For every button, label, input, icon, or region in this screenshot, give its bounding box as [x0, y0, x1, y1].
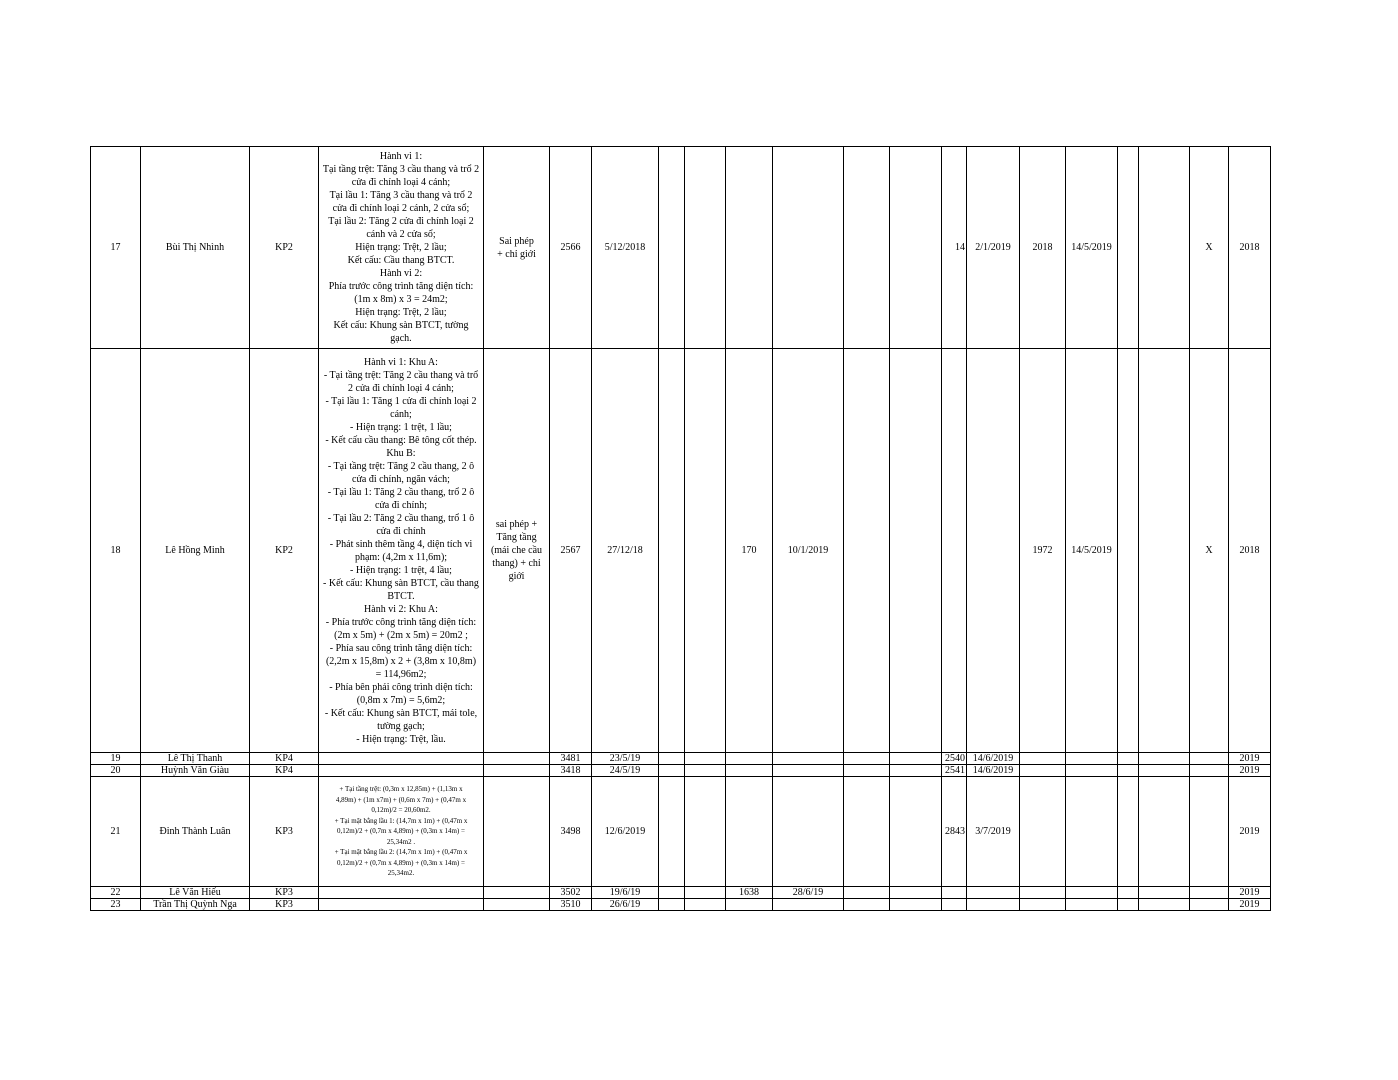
- cell-empty: [890, 887, 942, 899]
- table-row: [91, 147, 1271, 349]
- row-number: 18: [91, 349, 141, 753]
- cell-empty: [890, 753, 942, 765]
- cell-empty: [890, 777, 942, 887]
- owner-name: Đinh Thành Luân: [141, 777, 250, 887]
- penalty-date: [967, 899, 1020, 911]
- record-date: 27/12/18: [592, 349, 659, 753]
- penalty-date: [967, 887, 1020, 899]
- owner-name: Bùi Thị Nhình: [141, 147, 250, 349]
- violation-type: Sai phép + chỉ giới: [484, 147, 550, 349]
- enforcement-number: [1020, 899, 1066, 911]
- cell-empty: [659, 147, 685, 349]
- status-mark: [1190, 777, 1229, 887]
- row-number: 21: [91, 777, 141, 887]
- table-row: [91, 777, 1271, 887]
- cell-empty: [844, 899, 890, 911]
- records-table: [90, 146, 1271, 911]
- row-number: 22: [91, 887, 141, 899]
- row-number: 19: [91, 753, 141, 765]
- cell-empty: [1139, 765, 1190, 777]
- year: 2019: [1229, 899, 1271, 911]
- enforcement-number: 1972: [1020, 349, 1066, 753]
- status-mark: [1190, 887, 1229, 899]
- area-code: KP2: [250, 349, 319, 753]
- status-mark: X: [1190, 349, 1229, 753]
- cell-empty: [685, 753, 726, 765]
- violation-description: [319, 899, 484, 911]
- status-mark: [1190, 765, 1229, 777]
- decision-number: 1638: [726, 887, 773, 899]
- owner-name: Lê Thị Thanh: [141, 753, 250, 765]
- row-number: 23: [91, 899, 141, 911]
- area-code: KP2: [250, 147, 319, 349]
- table-row: [91, 349, 1271, 753]
- decision-date: 10/1/2019: [773, 349, 844, 753]
- cell-empty: [1118, 349, 1139, 753]
- year: 2019: [1229, 753, 1271, 765]
- decision-number: [726, 899, 773, 911]
- enforcement-date: [1066, 777, 1118, 887]
- cell-empty: [685, 147, 726, 349]
- area-code: KP3: [250, 899, 319, 911]
- cell-empty: [844, 753, 890, 765]
- penalty-date: 3/7/2019: [967, 777, 1020, 887]
- enforcement-number: [1020, 765, 1066, 777]
- record-number: 3510: [550, 899, 592, 911]
- record-date: 5/12/2018: [592, 147, 659, 349]
- area-code: KP4: [250, 753, 319, 765]
- enforcement-date: 14/5/2019: [1066, 349, 1118, 753]
- area-code: KP3: [250, 887, 319, 899]
- enforcement-date: [1066, 753, 1118, 765]
- decision-number: [726, 765, 773, 777]
- decision-date: [773, 765, 844, 777]
- record-number: 3481: [550, 753, 592, 765]
- record-number: 2567: [550, 349, 592, 753]
- decision-date: 28/6/19: [773, 887, 844, 899]
- record-date: 23/5/19: [592, 753, 659, 765]
- cell-empty: [844, 887, 890, 899]
- decision-number: [726, 753, 773, 765]
- decision-number: [726, 777, 773, 887]
- cell-empty: [659, 349, 685, 753]
- record-date: 26/6/19: [592, 899, 659, 911]
- row-number: 17: [91, 147, 141, 349]
- decision-date: [773, 753, 844, 765]
- enforcement-number: [1020, 777, 1066, 887]
- record-number: 3418: [550, 765, 592, 777]
- year: 2018: [1229, 147, 1271, 349]
- cell-empty: [685, 349, 726, 753]
- cell-empty: [1118, 899, 1139, 911]
- violation-description: [319, 753, 484, 765]
- owner-name: Trần Thị Quỳnh Nga: [141, 899, 250, 911]
- owner-name: Lê Văn Hiếu: [141, 887, 250, 899]
- year: 2019: [1229, 765, 1271, 777]
- record-number: 3502: [550, 887, 592, 899]
- cell-empty: [844, 147, 890, 349]
- decision-number: [726, 147, 773, 349]
- decision-number: 170: [726, 349, 773, 753]
- owner-name: Lê Hồng Minh: [141, 349, 250, 753]
- violation-type: [484, 777, 550, 887]
- enforcement-date: [1066, 887, 1118, 899]
- cell-empty: [659, 887, 685, 899]
- penalty-number: [942, 899, 967, 911]
- status-mark: [1190, 753, 1229, 765]
- cell-empty: [1118, 753, 1139, 765]
- record-date: 12/6/2019: [592, 777, 659, 887]
- cell-empty: [659, 753, 685, 765]
- penalty-number: 2540: [942, 753, 967, 765]
- status-mark: X: [1190, 147, 1229, 349]
- cell-empty: [890, 349, 942, 753]
- table-row: [91, 753, 1271, 765]
- cell-empty: [844, 765, 890, 777]
- cell-empty: [844, 777, 890, 887]
- penalty-date: 14/6/2019: [967, 765, 1020, 777]
- table-row: [91, 887, 1271, 899]
- enforcement-number: 2018: [1020, 147, 1066, 349]
- cell-empty: [659, 765, 685, 777]
- status-mark: [1190, 899, 1229, 911]
- table-row: [91, 899, 1271, 911]
- penalty-number: 2541: [942, 765, 967, 777]
- cell-empty: [1139, 899, 1190, 911]
- violation-type: [484, 899, 550, 911]
- year: 2018: [1229, 349, 1271, 753]
- cell-empty: [685, 777, 726, 887]
- area-code: KP4: [250, 765, 319, 777]
- cell-empty: [659, 899, 685, 911]
- cell-empty: [685, 899, 726, 911]
- cell-empty: [659, 777, 685, 887]
- enforcement-number: [1020, 753, 1066, 765]
- penalty-number: [942, 349, 967, 753]
- cell-empty: [1118, 147, 1139, 349]
- violation-type: [484, 753, 550, 765]
- cell-empty: [685, 887, 726, 899]
- cell-empty: [1139, 887, 1190, 899]
- violation-description: Hành vi 1: Khu A: - Tại tầng trệt: Tăng 2 cầu thang và trổ 2 cửa đi chính loại 4 cánh; - Tại lầu 1: Tăng 1 cửa đi chính loại 2 cánh; - Hiện trạng: 1 trệt, 1 lầu; - Kết cấu cầu thang: Bê tông cốt thép. Khu B: - Tại tầng trệt: Tăng 2 cầu thang, 2 ô cửa đi chính, ngăn vách; - Tại lầu 1: Tăng 2 cầu thang, trổ 2 ô cửa đi chính; - Tại lầu 2: Tăng 2 cầu thang, trổ 1 ô cửa đi chính - Phát sinh thêm tầng 4, diện tích vi phạm: (4,2m x 11,6m); - Hiện trạng: 1 trệt, 4 lầu; - Kết cấu: Khung sàn BTCT, cầu thang BTCT. Hành vi 2: Khu A: - Phía trước công trình tăng diện tích: (2m x 5m) + (2m x 5m) = 20m2 ; - Phía sau công trình tăng diện tích: (2,2m x 15,8m) x 2 + (3,8m x 10,8m) = 114,96m2; - Phía bên phải công trình diện tích: (0,8m x 7m) = 5,6m2; - Kết cấu: Khung sàn BTCT, mái tole, tường gạch; - Hiện trạng: Trệt, lầu.: [319, 349, 484, 753]
- cell-empty: [844, 349, 890, 753]
- violation-type: [484, 765, 550, 777]
- cell-empty: [890, 899, 942, 911]
- year: 2019: [1229, 777, 1271, 887]
- year: 2019: [1229, 887, 1271, 899]
- violation-description: Hành vi 1: Tại tầng trệt: Tăng 3 cầu thang và trổ 2 cửa đi chính loại 4 cánh; Tại lầu 1: Tăng 3 cầu thang và trổ 2 cửa đi chính loại 2 cánh, 2 cửa sổ; Tại lầu 2: Tăng 2 cửa đi chính loại 2 cánh và 2 cửa sổ; Hiện trạng: Trệt, 2 lầu; Kết cấu: Cầu thang BTCT. Hành vi 2: Phía trước công trình tăng diện tích: (1m x 8m) x 3 = 24m2; Hiện trạng: Trệt, 2 lầu; Kết cấu: Khung sàn BTCT, tường gạch.: [319, 147, 484, 349]
- enforcement-date: [1066, 765, 1118, 777]
- penalty-date: 2/1/2019: [967, 147, 1020, 349]
- enforcement-date: [1066, 899, 1118, 911]
- record-number: 3498: [550, 777, 592, 887]
- owner-name: Huỳnh Văn Giàu: [141, 765, 250, 777]
- penalty-number: 2843: [942, 777, 967, 887]
- enforcement-date: 14/5/2019: [1066, 147, 1118, 349]
- cell-empty: [1139, 147, 1190, 349]
- cell-empty: [1139, 349, 1190, 753]
- cell-empty: [1118, 887, 1139, 899]
- enforcement-number: [1020, 887, 1066, 899]
- violation-description: + Tại tầng trệt: (0,3m x 12,85m) + (1,13m x 4,89m) + (1m x7m) + (0,6m x 7m) + (0,47m x 0,12m)/2 = 20,60m2. + Tại mặt bằng lầu 1: (14,7m x 1m) + (0,47m x 0,12m)/2 + (0,7m x 4,89m) + (0,3m x 14m) = 25,34m2 . + Tại mặt bằng lầu 2: (14,7m x 1m) + (0,47m x 0,12m)/2 + (0,7m x 4,89m) + (0,3m x 14m) = 25,34m2.: [319, 777, 484, 887]
- decision-date: [773, 147, 844, 349]
- area-code: KP3: [250, 777, 319, 887]
- decision-date: [773, 899, 844, 911]
- cell-empty: [1139, 753, 1190, 765]
- penalty-date: 14/6/2019: [967, 753, 1020, 765]
- record-number: 2566: [550, 147, 592, 349]
- violation-description: [319, 887, 484, 899]
- cell-empty: [1118, 765, 1139, 777]
- cell-empty: [1118, 777, 1139, 887]
- table-row: [91, 765, 1271, 777]
- row-number: 20: [91, 765, 141, 777]
- violation-type: sai phép + Tăng tầng (mái che cầu thang) + chỉ giới: [484, 349, 550, 753]
- record-date: 19/6/19: [592, 887, 659, 899]
- violation-description: [319, 765, 484, 777]
- cell-empty: [890, 147, 942, 349]
- cell-empty: [1139, 777, 1190, 887]
- penalty-number: 14: [942, 147, 967, 349]
- decision-date: [773, 777, 844, 887]
- penalty-number: [942, 887, 967, 899]
- cell-empty: [685, 765, 726, 777]
- violation-type: [484, 887, 550, 899]
- cell-empty: [890, 765, 942, 777]
- penalty-date: [967, 349, 1020, 753]
- record-date: 24/5/19: [592, 765, 659, 777]
